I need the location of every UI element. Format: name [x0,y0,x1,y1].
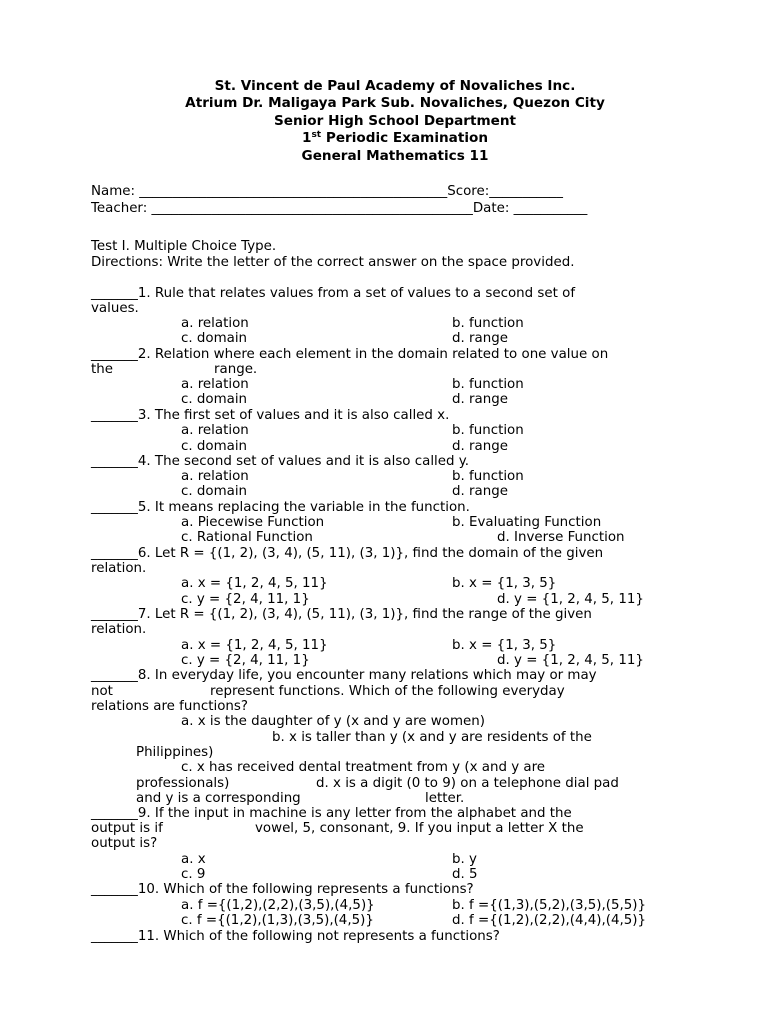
question-1-choice-c: c. domain [181,331,248,346]
question-3-choice-b: b. function [452,423,524,438]
question-8-choice-b-cont: Philippines) [136,745,214,760]
question-1-text: _______1. Rule that relates values from a set of values to a second set of [91,286,576,301]
question-9-text-cont-a: output is if [91,821,163,836]
question-2-text-cont-a: the [91,362,113,377]
question-1-choice-b: b. function [452,316,524,331]
school-name: St. Vincent de Paul Academy of Novaliches Inc. [214,78,576,94]
question-1-text-cont: values. [91,301,139,316]
question-4-choice-b: b. function [452,469,524,484]
question-8-choice-a: a. x is the daughter of y (x and y are women) [181,714,485,729]
question-3-choice-a: a. relation [181,423,249,438]
name-score-line[interactable]: Name: ______________________________________________Score:___________ [91,184,563,199]
question-9-text-cont-c: output is? [91,836,158,851]
question-8-choice-c: c. x has received dental treatment from y (x and y are [181,760,546,775]
question-2-choice-a: a. relation [181,377,249,392]
question-8-choice-c-cont: professionals) [136,776,230,791]
question-5-choice-a: a. Piecewise Function [181,515,325,530]
question-2-text-cont-b: range. [214,362,258,377]
question-3-text: _______3. The first set of values and it is also called x. [91,408,450,423]
question-11-text: _______11. Which of the following not represents a functions? [91,929,500,944]
question-7-text-cont: relation. [91,622,147,637]
question-1-choice-d: d. range [452,331,508,346]
question-4-choice-d: d. range [452,484,508,499]
question-6-choice-d: d. y = {1, 2, 4, 5, 11} [497,592,644,607]
question-7-choice-c: c. y = {2, 4, 11, 1} [181,653,310,668]
question-10-choice-c: c. f ={(1,2),(1,3),(3,5),(4,5)} [181,913,374,928]
department-name: Senior High School Department [273,112,517,129]
question-3-choice-c: c. domain [181,439,248,454]
question-7-choice-b: b. x = {1, 3, 5} [452,638,557,653]
question-4-choice-c: c. domain [181,484,248,499]
question-8-text: _______8. In everyday life, you encounter many relations which may or may [91,668,597,683]
question-8-choice-d: d. x is a digit (0 to 9) on a telephone dial pad [316,776,619,791]
exam-header [0,78,768,165]
question-9-choice-d: d. 5 [452,867,478,882]
question-9-choice-a: a. x [181,852,206,867]
question-9-choice-c: c. 9 [181,867,206,882]
question-6-choice-a: a. x = {1, 2, 4, 5, 11} [181,576,328,591]
question-8-text-cont-a: not [91,684,113,699]
teacher-date-line[interactable]: Teacher: ________________________________________________Date: ___________ [91,201,588,216]
question-2-choice-d: d. range [452,392,508,407]
question-1-choice-a: a. relation [181,316,249,331]
question-8-choice-b: b. x is taller than y (x and y are residents of the [272,730,592,745]
question-6-text-cont: relation. [91,561,147,576]
question-6-text: _______6. Let R = {(1, 2), (3, 4), (5, 11), (3, 1)}, find the domain of the given [91,546,604,561]
question-7-choice-d: d. y = {1, 2, 4, 5, 11} [497,653,644,668]
question-4-choice-a: a. relation [181,469,249,484]
question-2-choice-b: b. function [452,377,524,392]
question-7-choice-a: a. x = {1, 2, 4, 5, 11} [181,638,328,653]
test-title: Test I. Multiple Choice Type. [91,239,277,254]
question-5-choice-c: c. Rational Function [181,530,313,545]
exam-title: 1st Periodic Examination [301,130,489,147]
question-5-choice-b: b. Evaluating Function [452,515,602,530]
question-6-choice-c: c. y = {2, 4, 11, 1} [181,592,310,607]
school-address: Atrium Dr. Maligaya Park Sub. Novaliches, Quezon City [185,95,605,112]
question-2-choice-c: c. domain [181,392,248,407]
question-7-text: _______7. Let R = {(1, 2), (3, 4), (5, 11), (3, 1)}, find the range of the given [91,607,592,622]
question-8-choice-d-cont-a: and y is a corresponding [136,791,301,806]
question-9-text-cont-b: vowel, 5, consonant, 9. If you input a letter X the [255,821,584,836]
question-8-text-cont-c: relations are functions? [91,699,248,714]
question-10-choice-b: b. f ={(1,3),(5,2),(3,5),(5,5)} [452,898,646,913]
question-5-text: _______5. It means replacing the variable in the function. [91,500,470,515]
question-3-choice-d: d. range [452,439,508,454]
test-directions: Directions: Write the letter of the correct answer on the space provided. [91,255,575,270]
question-8-text-cont-b: represent functions. Which of the following everyday [210,684,565,699]
question-8-choice-d-cont-b: letter. [425,791,465,806]
question-4-text: _______4. The second set of values and it is also called y. [91,454,470,469]
question-6-choice-b: b. x = {1, 3, 5} [452,576,557,591]
question-9-text: _______9. If the input in machine is any letter from the alphabet and the [91,806,572,821]
question-9-choice-b: b. y [452,852,477,867]
question-10-text: _______10. Which of the following represents a functions? [91,882,474,897]
question-5-choice-d: d. Inverse Function [497,530,625,545]
question-10-choice-a: a. f ={(1,2),(2,2),(3,5),(4,5)} [181,898,375,913]
subject-title: General Mathematics 11 [301,147,489,164]
question-2-text: _______2. Relation where each element in the domain related to one value on [91,347,609,362]
question-10-choice-d: d. f ={(1,2),(2,2),(4,4),(4,5)} [452,913,646,928]
